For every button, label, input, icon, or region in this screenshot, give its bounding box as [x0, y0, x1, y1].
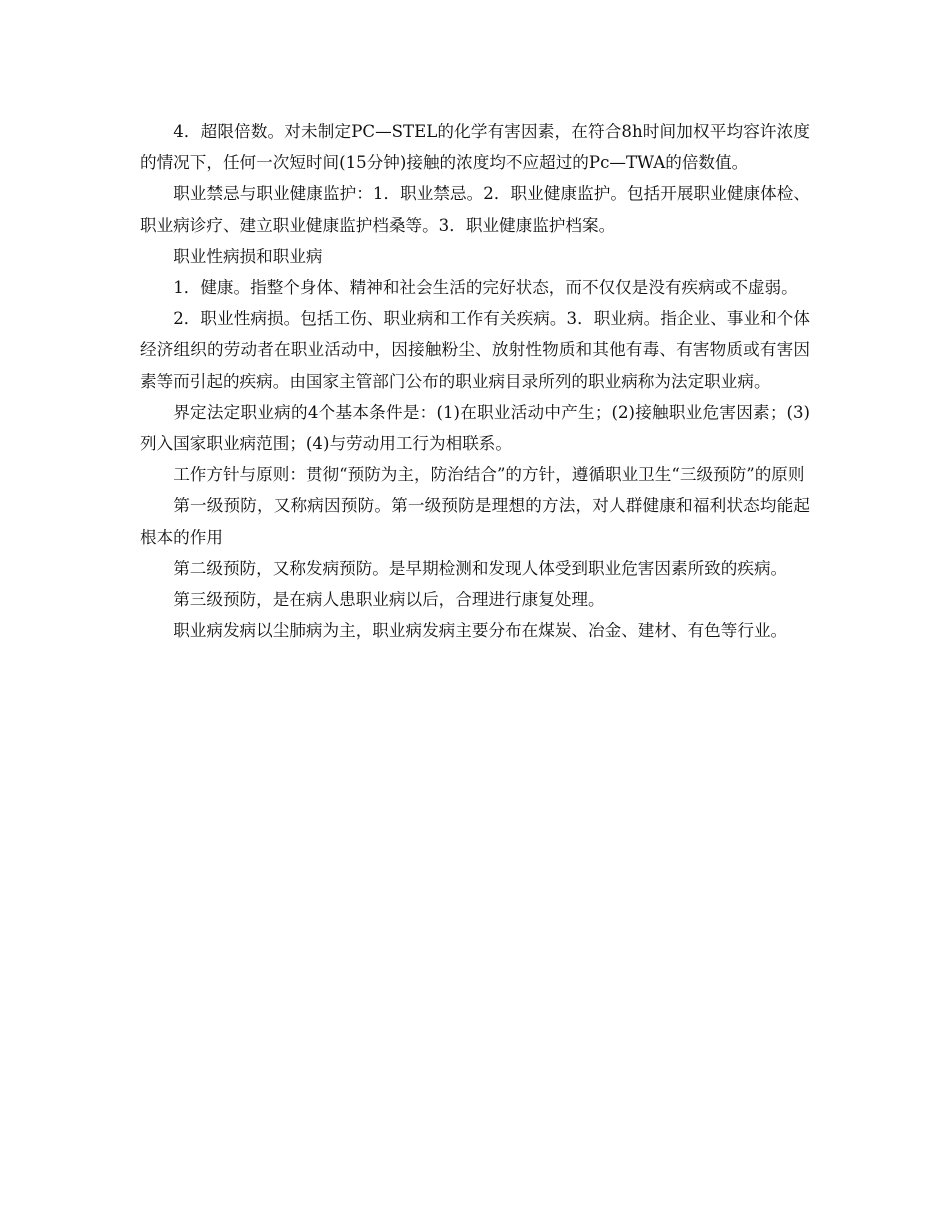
- paragraph-health-surveillance: 职业禁忌与职业健康监护：1．职业禁忌。2．职业健康监护。包括开展职业健康体检、职业病诊疗、建立职业健康监护档桑等。3．职业健康监护档案。: [140, 184, 810, 235]
- paragraph-health-definition: 1．健康。指整个身体、精神和社会生活的完好状态，而不仅仅是没有疾病或不虚弱。: [173, 278, 798, 298]
- paragraph-tertiary-prevention: 第三级预防，是在病人患职业病以后，合理进行康复处理。: [173, 590, 605, 610]
- section-heading-occupational-disease: 职业性病损和职业病: [173, 246, 323, 266]
- paragraph-exceedance-multiple: 4．超限倍数。对未制定PC—STEL的化学有害因素，在符合8h时间加权平均容许浓度的情况下，任何一次短时间(15分钟)接触的浓度均不应超过的Pc—TWA的倍数值。: [140, 122, 810, 173]
- paragraph-secondary-prevention: 第二级预防，又称发病预防。是早期检测和发现人体受到职业危害因素所致的疾病。: [173, 558, 788, 578]
- document-body: [140, 116, 810, 646]
- paragraph-primary-prevention: 第一级预防，又称病因预防。第一级预防是理想的方法，对人群健康和福利状态均能起根本的作用: [140, 496, 810, 547]
- paragraph-occupational-damage: 2．职业性病损。包括工伤、职业病和工作有关疾病。3．职业病。指企业、事业和个体经济组织的劳动者在职业活动中，因接触粉尘、放射性物质和其他有毒、有害物质或有害因素等而引起的疾病。由国家主管部门公布的职业病目录所列的职业病称为法定职业病。: [140, 309, 810, 391]
- paragraph-policy-principles: 工作方针与原则：贯彻“预防为主，防治结合”的方针，遵循职业卫生“三级预防”的原则: [173, 465, 805, 485]
- paragraph-four-conditions: 界定法定职业病的4个基本条件是：(1)在职业活动中产生；(2)接触职业危害因素；(3)列入国家职业病范围；(4)与劳动用工行为相联系。: [140, 402, 810, 454]
- paragraph-disease-distribution: 职业病发病以尘肺病为主，职业病发病主要分布在煤炭、冶金、建材、有色等行业。: [173, 621, 788, 641]
